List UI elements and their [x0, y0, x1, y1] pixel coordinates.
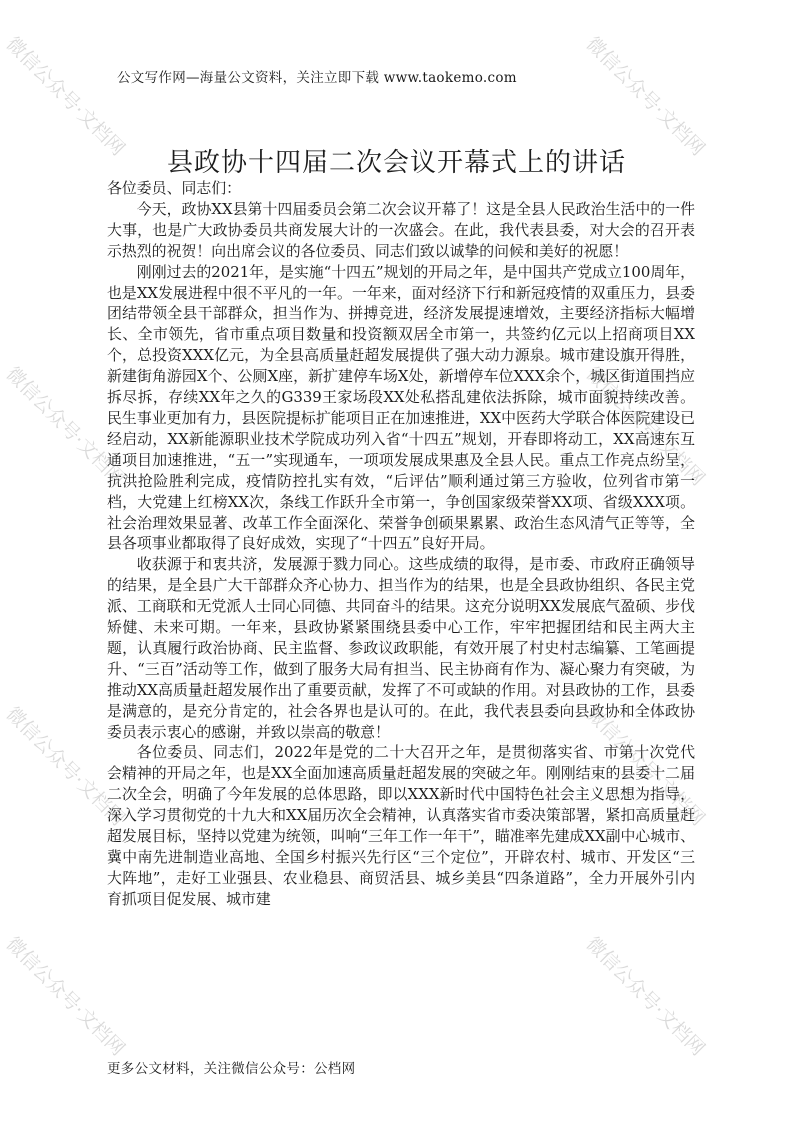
salutation: 各位委员、同志们：	[107, 179, 242, 197]
watermark: 微信公众号·文档网	[1, 702, 129, 831]
paragraph: 各位委员、同志们，2022年是党的二十大召开之年，是贯彻落实省、市第十次党代会精神的开局之年，也是XX全面加速高质量赶超发展的突破之年。刚刚结束的县委十二届二次全会，明确了今年发展的总体思路，即以XXX新时代中国特色社会主义思想为指导，深入学习贯彻党的十九大和XX届历次全会精神，认真落实省市委决策部署，紧扣高质量赶超发展目标，坚持以党建为统领，叫响“三年工作一年干”，瞄准率先建成XX副中心城市、冀中南先进制造业高地、全国乡村振兴先行区“三个定位”，开辟农村、城市、开发区“三大阵地”，走好工业强县、农业稳县、商贸活县、城乡美县“四条道路”，全力开展外引内育抓项目促发展、城市建	[107, 743, 695, 908]
watermark: 微信公众号·文档网	[581, 362, 709, 491]
watermark: 微信公众号·文档网	[1, 32, 129, 161]
paragraph: 刚刚过去的2021年，是实施“十四五”规划的开局之年，是中国共产党成立100周年，也是XX发展进程中很不平凡的一年。一年来，面对经济下行和新冠疫情的双重压力，县委团结带领全县干部群众，担当作为、拼搏竞进，经济发展提速增效，主要经济指标大幅增长、全市领先，省市重点项目数量和投资额双居全市第一，共签约亿元以上招商项目XX个，总投资XXX亿元，为全县高质量赶超发展提供了强大动力源泉。城市建设旗开得胜，新建街角游园X个、公厕X座，新扩建停车场X处，新增停车位XXX余个，城区街道围挡应拆尽拆，存续XX年之久的G339王家场段XX处私搭乱建依法拆除，城市面貌持续改善。民生事业更加有力，县医院提标扩能项目正在加速推进，XX中医药大学联合体医院建设已经启动，XX新能源职业技术学院成功列入省“十四五”规划，开春即将动工，XX高速东互通项目加速推进，“五一”实现通车，一项项发展成果惠及全县人民。重点工作亮点纷呈，抗洪抢险胜利完成，疫情防控扎实有效，“后评估”顺利通过第三方验收，位列省市第一档，大党建上红榜XX次，条线工作跃升全市第一，争创国家级荣誉XX项、省级XXX项。社会治理效果显著、改革工作全面深化、荣誉争创硕果累累、政治生态风清气正等等，全县各项事业都取得了良好成效，实现了“十四五”良好开局。	[107, 262, 695, 553]
watermark: 微信公众号·文档网	[581, 702, 709, 831]
document-body	[107, 178, 695, 910]
page-header: 公文写作网—海量公文资料，关注立即下载 www.taokemo.com	[117, 70, 517, 86]
page-footer: 更多公文材料，关注微信公众号：公档网	[107, 1061, 356, 1077]
watermark: 微信公众号·文档网	[581, 32, 709, 161]
paragraph: 今天，政协XX县第十四届委员会第二次会议开幕了！这是全县人民政治生活中的一件大事，也是广大政协委员共商发展大计的一次盛会。在此，我代表县委，对大会的召开表示热烈的祝贺！向出席会议的各位委员、同志们致以诚挚的问候和美好的祝愿！	[107, 199, 695, 260]
paragraph: 收获源于和衷共济，发展源于戮力同心。这些成绩的取得，是市委、市政府正确领导的结果，是全县广大干部群众齐心协力、担当作为的结果，也是全县政协组织、各民主党派、工商联和无党派人士同心同德、共同奋斗的结果。这充分说明XX发展底气盈硕、步伐矫健、未来可期。一年来，县政协紧紧围绕县委中心工作，牢牢把握团结和民主两大主题，认真履行政治协商、民主监督、参政议政职能，有效开展了村史村志编纂、工笔画提升、“三百”活动等工作，做到了服务大局有担当、民主协商有作为、凝心聚力有突破，为推动XX高质量赶超发展作出了重要贡献，发挥了不可或缺的作用。对县政协的工作，县委是满意的，是充分肯定的，社会各界也是认可的。在此，我代表县委向县政协和全体政协委员表示衷心的感谢，并致以崇高的敬意！	[107, 555, 695, 741]
document-title: 县政协十四届二次会议开幕式上的讲话	[166, 148, 626, 178]
watermark: 微信公众号·文档网	[581, 932, 709, 1061]
watermark: 微信公众号·文档网	[1, 932, 129, 1061]
watermark: 微信公众号·文档网	[1, 362, 129, 491]
